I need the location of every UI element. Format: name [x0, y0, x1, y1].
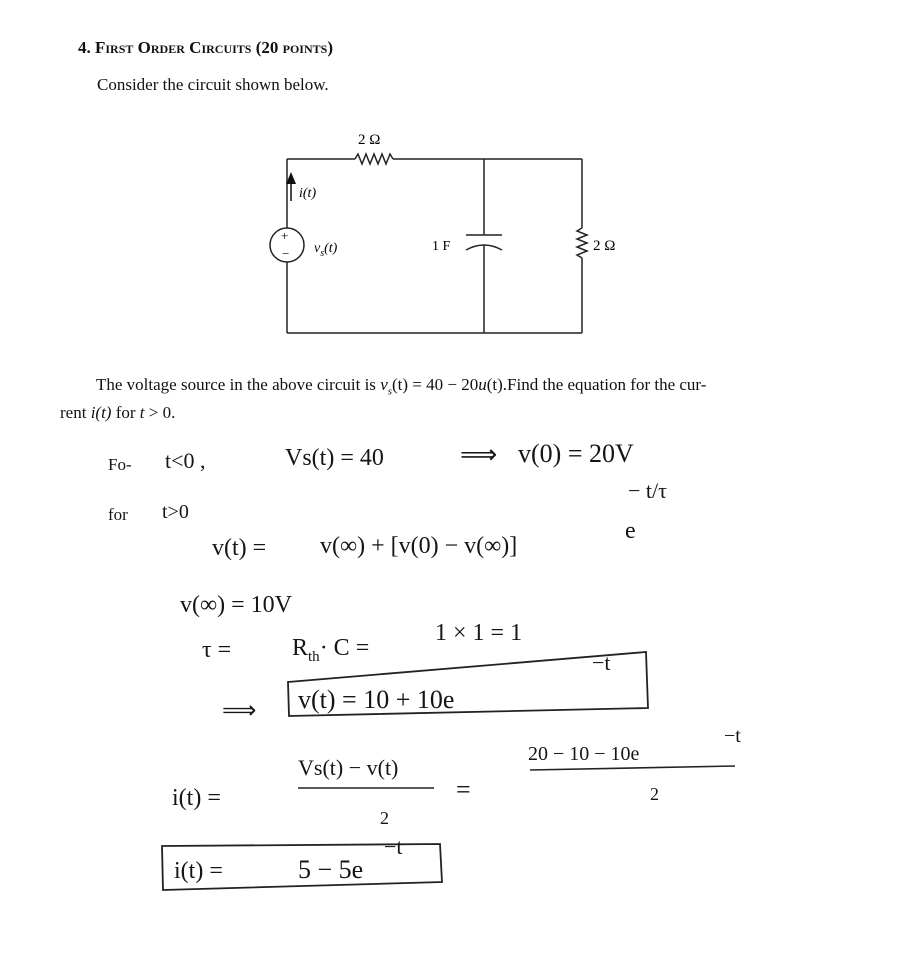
hw-current-result-lhs: i(t) =	[174, 858, 223, 884]
handwritten-solution	[0, 420, 908, 940]
hw-implies-arrow-1: ⟹	[460, 440, 498, 469]
hw-source-value: Vs(t) = 40	[285, 445, 384, 471]
hw-for-label-1: Fo-	[108, 455, 132, 474]
hw-current-denominator-2: 2	[650, 784, 659, 804]
hw-for-label-2: for	[108, 505, 128, 524]
hw-current-result-exponent: −t	[384, 834, 403, 859]
hw-current-result-rhs: 5 − 5e	[298, 855, 364, 884]
hw-current-numerator-2: 20 − 10 − 10e	[528, 743, 640, 765]
hw-current-numerator: Vs(t) − v(t)	[298, 755, 399, 780]
circuit-diagram	[0, 0, 908, 370]
hw-general-lhs: v(t) =	[212, 535, 267, 561]
hw-current-fraction-bar-2	[530, 766, 735, 770]
hw-condition-2: t>0	[162, 501, 189, 523]
hw-tau-value: 1 × 1 = 1	[435, 620, 523, 646]
question-number: 4.	[78, 38, 91, 57]
hw-implies-arrow-2: ⟹	[222, 698, 257, 724]
intro-text: Consider the circuit shown below.	[97, 75, 329, 94]
hw-current-denominator: 2	[380, 808, 389, 828]
question-points: (20 points)	[255, 38, 333, 57]
hw-initial-voltage: v(0) = 20V	[518, 439, 634, 468]
source-label: $v_s(t)$	[314, 241, 338, 259]
capacitor-label: 1 F	[432, 239, 451, 254]
source-plus: +	[281, 228, 289, 243]
hw-voltage-result-exponent: −t	[592, 650, 611, 675]
right-resistor-label: 2 Ω	[593, 238, 616, 254]
hw-general-exponent: − t/τ	[628, 478, 667, 503]
hw-tau-label: τ =	[202, 637, 232, 663]
hw-final-voltage: v(∞) = 10V	[180, 592, 292, 618]
hw-condition-1: t<0 ,	[165, 448, 206, 473]
current-label: i(t)	[299, 186, 317, 201]
hw-current-numerator-2-exp: −t	[724, 725, 741, 747]
top-resistor	[355, 154, 393, 164]
hw-rth-product: $R_{th}\cdot C$ =	[292, 635, 370, 665]
question-title: First Order Circuits	[95, 38, 252, 57]
source-minus: −	[282, 246, 290, 261]
top-resistor-label: 2 Ω	[358, 132, 381, 148]
hw-current-equals: =	[456, 775, 471, 804]
hw-current-lhs: i(t) =	[172, 785, 221, 811]
hw-general-rhs: v(∞) + [v(0) − v(∞)]	[320, 533, 518, 559]
problem-statement: The voltage source in the above circuit is $v_s(t) = 40$ − 20u(t).Find the equation for the cur- rent i(t) for t > 0.	[60, 375, 707, 423]
hw-voltage-result: v(t) = 10 + 10e	[298, 685, 455, 714]
hw-general-e: e	[625, 518, 636, 544]
right-resistor	[577, 228, 587, 258]
